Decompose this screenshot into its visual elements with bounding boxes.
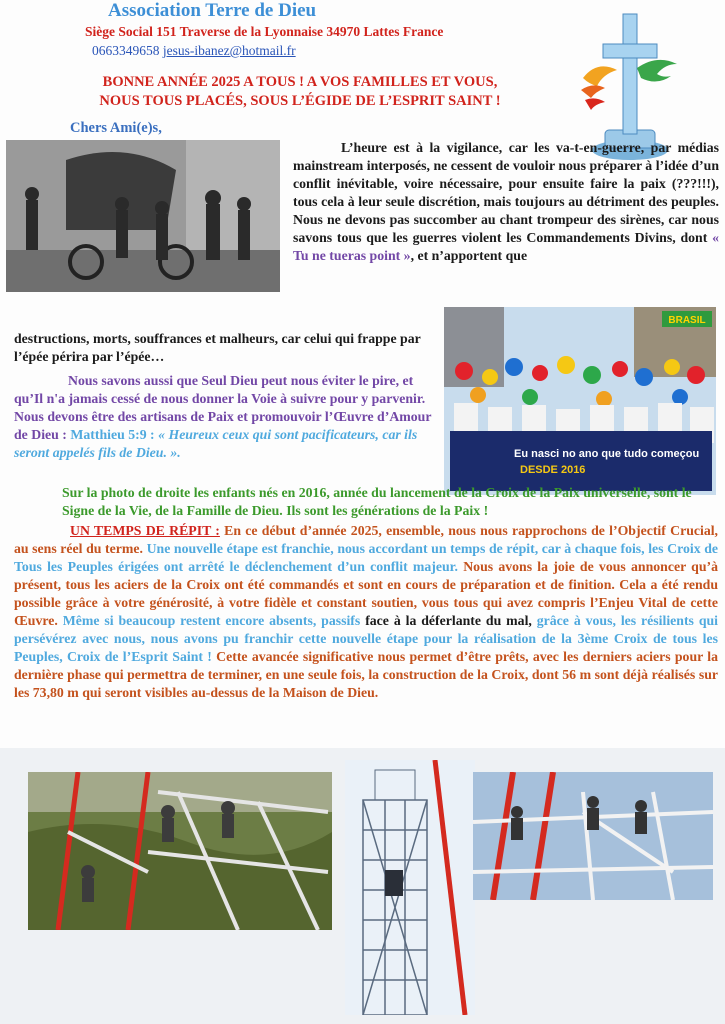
new-year-greeting-line1: BONNE ANNÉE 2025 A TOUS ! A VOS FAMILLES ET VOUS, <box>102 74 498 90</box>
phone-number: 0663349658 <box>92 43 160 58</box>
organization-name: Association Terre de Dieu <box>108 0 317 21</box>
respite-heading: UN TEMPS DE RÉPIT : <box>70 523 220 538</box>
paragraph-children: Sur la photo de droite les enfants nés en 2016, année du lancement de la Croix de la Paix universelle, sont le Signe de la Vie, de la Famille de Dieu. Ils sont les générations de la Paix ! <box>62 485 692 518</box>
paragraph-respite: UN TEMPS DE RÉPIT : En ce début d’année 2025, ensemble, nous nous rapprochons de l’Objectif Crucial, au sens réel du terme. Une nouvelle étape est franchie, nous accordant un temps de répit, car à chaque fois, les Croix de Tous les Peuples érigées ont arrêté le déclenchement d’un conflit majeur. Nous avons la joie de vous annoncer qu’à présent, tous les aciers de la Croix ont été commandés et sont en cours de préparation et de finition. Cela a été rendu possible grâce à votre générosité, à votre fidèle et constant soutien, vous tous qui avez compris l’Enjeu Vital de cette Œuvre. Même si beaucoup restent encore absents, passifs face à la déferlante du mal, grâce à vous, les résilients qui persévérez avec nous, nous avons pu franchir cette nouvelle étape pour la réalisation de la 3ème Croix de tous les Peuples, Croix de l’Esprit Saint ! Cette avancée significative nous permet d’être prêts, avec les derniers aciers pour la dernière phase qui permettra de terminer, en une seule fois, la construction de la Croix, dont 56 m sont déjà réalisés sur les 73,80 m qui seront visibles au-dessus de la Maison de Dieu. <box>14 523 719 700</box>
paragraph-peace: Nous savons aussi que Seul Dieu peut nous éviter le pire, et qu’Il n'a jamais cessé de nous donner la Voie à suivre pour y parvenir. Nous devons être des artisans de Paix et promouvoir l’Œuvre d’Amour de Dieu : Matthieu 5:9 : « Heureux ceux qui sont pacificateurs, car ils seront appelés fils de Dieu. ». <box>14 373 432 460</box>
scaffold-tower-crane-photo <box>345 760 475 1015</box>
new-year-greeting-line2: NOUS TOUS PLACÉS, SOUS L’ÉGIDE DE L’ESPRIT SAINT ! <box>99 93 501 109</box>
head-office-address: Siège Social 151 Traverse de la Lyonnaise 34970 Lattes France <box>85 24 444 39</box>
brasil-sign: BRASIL <box>668 315 706 326</box>
bible-reference: Matthieu 5:9 : <box>70 427 155 442</box>
workers-on-red-tower-photo <box>28 772 332 930</box>
commandment-quote: « Tu ne tueras point » <box>293 230 719 263</box>
email-link[interactable]: jesus-ibanez@hotmail.fr <box>162 43 296 58</box>
historic-refugees-photo <box>6 140 280 292</box>
banner-line2: DESDE 2016 <box>520 464 586 476</box>
salutation: Chers Ami(e)s, <box>70 120 162 136</box>
banner-line1: Eu nasci no ano que tudo começou <box>514 448 700 460</box>
paragraph-vigilance-end: destructions, morts, souffrances et malheurs, car celui qui frappe par l’épée périra par l’épée… <box>14 331 421 364</box>
contact-line <box>92 43 296 59</box>
children-parade-photo <box>444 307 716 495</box>
workers-on-white-steel-photo <box>473 772 713 900</box>
bible-verse: « Heureux ceux qui sont pacificateurs, car ils seront appelés fils de Dieu. ». <box>14 427 418 460</box>
paragraph-vigilance: L’heure est à la vigilance, car les va-t-en-guerre, par médias mainstream interposés, ne cessent de vouloir nous préparer à l’idée d’un conflit inévitable, voire nécessaire, pour ensuite faire la paix (???!!!), tous cela à leur seule discrétion, mais toujours au détriment des peuples. Nous ne devons pas succomber au chant trompeur des sirènes, car nous savons tous que les guerres violent les Commandements Divins, dont « Tu ne tueras point », et n’apportent que <box>293 140 719 263</box>
